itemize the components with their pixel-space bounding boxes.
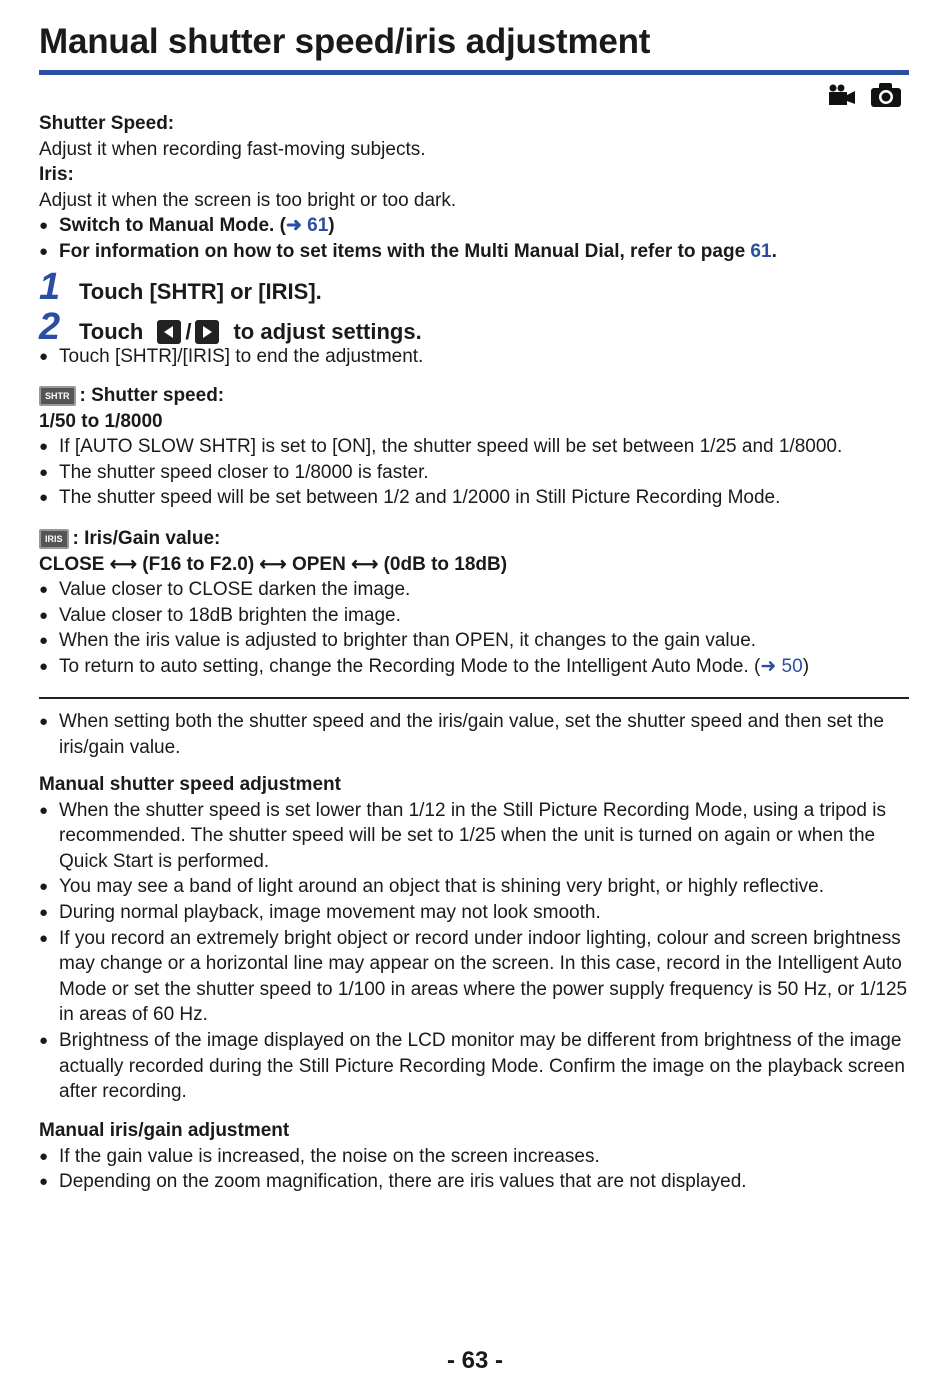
notes-shutter-heading: Manual shutter speed adjustment <box>39 774 341 795</box>
bullet-text: The shutter speed will be set between 1/2 and 1/2000 in Still Picture Recording Mode. <box>59 487 781 509</box>
iris-section <box>39 526 909 680</box>
list-item: ● Switch to Manual Mode. (➜ 61) <box>39 213 909 239</box>
bullet-text: During normal playback, image movement may not look smooth. <box>59 901 601 923</box>
notes-divider <box>39 697 909 699</box>
notes-iris <box>39 1118 909 1195</box>
shutter-speed-label: Shutter Speed: <box>39 113 175 134</box>
shutter-speed-desc: Adjust it when recording fast-moving subjects. <box>39 138 426 160</box>
bullet-text: Switch to Manual Mode. ( <box>59 215 286 237</box>
bullet-dot: ● <box>39 581 49 599</box>
left-arrow-icon <box>157 320 181 344</box>
iris-range: CLOSE ⟷ (F16 to F2.0) ⟷ OPEN ⟷ (0dB to 18dB) <box>39 553 508 575</box>
bullet-dot: ● <box>39 242 49 260</box>
bullet-dot: ● <box>39 1173 49 1191</box>
bullet-dot: ● <box>39 489 49 507</box>
bullet-dot: ● <box>39 929 49 947</box>
list-item <box>39 577 909 603</box>
video-camera-icon <box>828 84 856 106</box>
bullet-dot: ● <box>39 657 49 675</box>
list-item: ● For information on how to set items with the Multi Manual Dial, refer to page 61. <box>39 239 909 265</box>
list-item: ● To return to auto setting, change the Recording Mode to the Intelligent Auto Mode. (➜ 50) <box>39 654 909 680</box>
list-item <box>39 485 909 511</box>
step2-note <box>39 344 909 370</box>
bullet-dot: ● <box>39 878 49 896</box>
shutter-range: 1/50 to 1/8000 <box>39 410 163 432</box>
step-slash: / <box>185 319 192 344</box>
bullet-text: When setting both the shutter speed and the iris/gain value, set the shutter speed and then set the iris/gain value. <box>59 711 884 758</box>
intro-block <box>39 111 909 265</box>
bullet-dot: ● <box>39 438 49 456</box>
mode-icons <box>828 82 902 108</box>
bullet-dot: ● <box>39 463 49 481</box>
step-number: 1 <box>39 266 61 308</box>
bullet-text: If you record an extremely bright object or record under indoor lighting, colour and screen brightness may change or a horizontal line may appear on the screen. In this case, record in the Intelligent Auto Mode or set the shutter speed to 1/100 in areas where the power supply frequency is 50 Hz, or 1/125 in areas of 60 Hz. <box>59 927 908 1026</box>
bullet-dot: ● <box>39 903 49 921</box>
right-arrow-icon <box>195 320 219 344</box>
bullet-text: Touch [SHTR]/[IRIS] to end the adjustment. <box>59 346 424 367</box>
iris-desc: Adjust it when the screen is too bright or too dark. <box>39 189 457 211</box>
bullet-dot: ● <box>39 801 49 819</box>
list-item <box>39 1144 909 1170</box>
multi-dial-page-link[interactable]: 61 <box>750 240 772 262</box>
list-item <box>39 926 909 1028</box>
bullet-dot: ● <box>39 1147 49 1165</box>
iris-label: Iris: <box>39 164 74 186</box>
bullet-text: If the gain value is increased, the noise on the screen increases. <box>59 1145 600 1167</box>
bullet-text: Value closer to 18dB brighten the image. <box>59 604 401 626</box>
notes-general <box>39 709 909 760</box>
step-text: Touch [SHTR] or [IRIS]. <box>79 279 322 304</box>
bullet-dot: ● <box>39 217 49 235</box>
list-item <box>39 798 909 875</box>
bullet-text: To return to auto setting, change the Recording Mode to the Intelligent Auto Mode. ( <box>59 655 761 677</box>
bullet-text: Brightness of the image displayed on the LCD monitor may be different from brightness of the image actually recorded during the Still Picture Recording Mode. Confirm the image on the playback screen after recording. <box>59 1029 905 1103</box>
notes-shutter <box>39 772 909 1105</box>
list-item <box>39 874 909 900</box>
bullet-text: When the shutter speed is set lower than 1/12 in the Still Picture Recording Mode, using a tripod is recommended. The shutter speed will be set to 1/25 when the unit is turned on again or when the Quick Start is performed. <box>59 799 886 872</box>
list-item <box>39 628 909 654</box>
bullet-text: The shutter speed closer to 1/8000 is faster. <box>59 461 429 483</box>
shutter-section <box>39 383 909 511</box>
list-item <box>39 1028 909 1105</box>
manual-mode-page-link[interactable]: ➜ 61 <box>285 215 329 237</box>
step-number: 2 <box>39 306 61 348</box>
still-camera-icon <box>870 82 902 108</box>
bullet-text: If [AUTO SLOW SHTR] is set to [ON], the shutter speed will be set between 1/25 and 1/8000. <box>59 436 843 458</box>
shtr-icon: SHTR <box>39 386 76 406</box>
step-text: Touch <box>79 319 144 344</box>
page-number: - 63 - <box>446 1347 503 1374</box>
bullet-dot: ● <box>39 348 49 365</box>
list-item <box>39 460 909 486</box>
notes-iris-heading: Manual iris/gain adjustment <box>39 1120 290 1141</box>
step-text: to adjust settings. <box>233 319 422 344</box>
intelligent-auto-page-link[interactable]: ➜ 50 <box>760 655 803 677</box>
bullet-text: When the iris value is adjusted to brighter than OPEN, it changes to the gain value. <box>59 630 757 652</box>
list-item <box>39 709 909 760</box>
list-item <box>39 1169 909 1195</box>
title-rule <box>39 70 909 75</box>
list-item <box>39 434 909 460</box>
page-title: Manual shutter speed/iris adjustment <box>39 22 651 61</box>
bullet-text: Value closer to CLOSE darken the image. <box>59 579 411 601</box>
bullet-dot: ● <box>39 713 49 730</box>
list-item <box>39 344 909 370</box>
list-item <box>39 900 909 926</box>
step-1 <box>39 266 322 309</box>
step-2 <box>39 306 422 349</box>
bullet-text: You may see a band of light around an object that is shining very bright, or highly reflective. <box>59 876 825 898</box>
iris-icon: IRIS <box>39 529 69 549</box>
bullet-dot: ● <box>39 632 49 650</box>
iris-heading: : Iris/Gain value: <box>72 528 221 549</box>
bullet-text: For information on how to set items with the Multi Manual Dial, refer to page <box>59 240 751 262</box>
list-item <box>39 603 909 629</box>
bullet-dot: ● <box>39 1031 49 1049</box>
bullet-dot: ● <box>39 606 49 624</box>
bullet-text: Depending on the zoom magnification, there are iris values that are not displayed. <box>59 1171 747 1193</box>
shutter-heading: : Shutter speed: <box>79 385 225 406</box>
